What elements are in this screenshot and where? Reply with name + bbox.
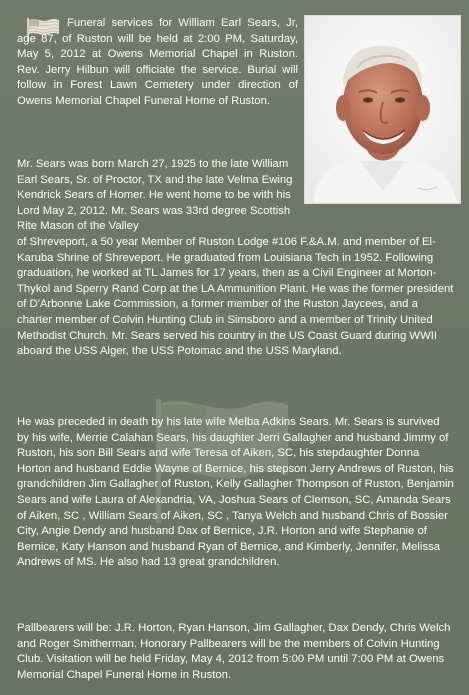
paragraph-survivors: He was preceded in death by his late wife Melba Adkins Sears. Mr. Sears is survived by his wife, Merrie Calahan Sears, his daughter Jerri Gallagher and husband Jimmy of Ruston, his son Bill Sears and wife Teresa of Aiken, SC, his stepdaughter Donna Horton and husband Eddie Wayne of Bernice, his stepson Jerry Andrews of Ruston, his grandchildren Jim Gallagher of Ruston, Kelly Gallagher Thompson of Ruston, Benjamin Sears and wife Laura of Alexandria, VA, Joshua Sears of Clemson, SC, Amanda Sears of Aiken, SC , William Sears of Aiken, SC , Tanya Welch and husband Chris of Bossier City, Angie Dendy and husband Dax of Bernice, J.R. Horton and wife Stephanie of Bernice, Katy Hanson and husband Ryan of Bernice, and Kimberly, Jennifer, Melissa Andrews of MS. He also had 13 great grandchildren. (17, 416, 454, 569)
paragraph-biography (17, 157, 454, 360)
biography-opening: Mr. Sears was born March 27, 1925 to the late William Earl Sears, Sr. of Proctor, TX and the late Velma Ewing Kendrick Sears of Homer. He went home to be with his Lord May 2, 2012. Mr. Sears was 33rd degree Scottish Rite Mason of the Valley (17, 158, 293, 233)
paragraph-funeral-services: Funeral services for William Earl Sears, Jr, age 87, of Ruston will be held at 2:00 PM, Saturday, May 5, 2012 at Owens Memorial Chapel in Ruston. Rev. Jerry Hilbun will officiate the service. Burial will follow in Forest Lawn Cemetery under direction of Owens Memorial Chapel Funeral Home of Ruston. (17, 17, 298, 107)
biography-continued: of Shreveport, a 50 year Member of Ruston Lodge #106 F.&A.M. and member of El-Karuba Shrine of Shreveport. He graduated from Louisiana Tech in 1952. Following graduation, he worked at TL James for 17 years, then as a Civil Engineer at Morton-Thykol and Sperry Rand Corp at the LA Ammunition Plant. He was the former president of D'Arbonne Lake Commission, a former member of the Ruston Jaycees, and a charter member of Colvin Hunting Club in Simsboro and a member of Trinity United Methodist Church. Mr. Sears served his country in the US Coast Guard during WWII aboard the USS Alger, the USS Potomac and the USS Maryland. (17, 235, 454, 358)
paragraph-pallbearers: Pallbearers will be: J.R. Horton, Ryan Hanson, Jim Gallagher, Dax Dendy, Chris Welch and Roger Smitherman. Honorary Pallbearers will be the members of Colvin Hunting Club. Visitation will be held Friday, May 4, 2012 from 5:00 PM until 7:00 PM at Owens Memorial Chapel Funeral Home in Ruston. (17, 622, 451, 681)
